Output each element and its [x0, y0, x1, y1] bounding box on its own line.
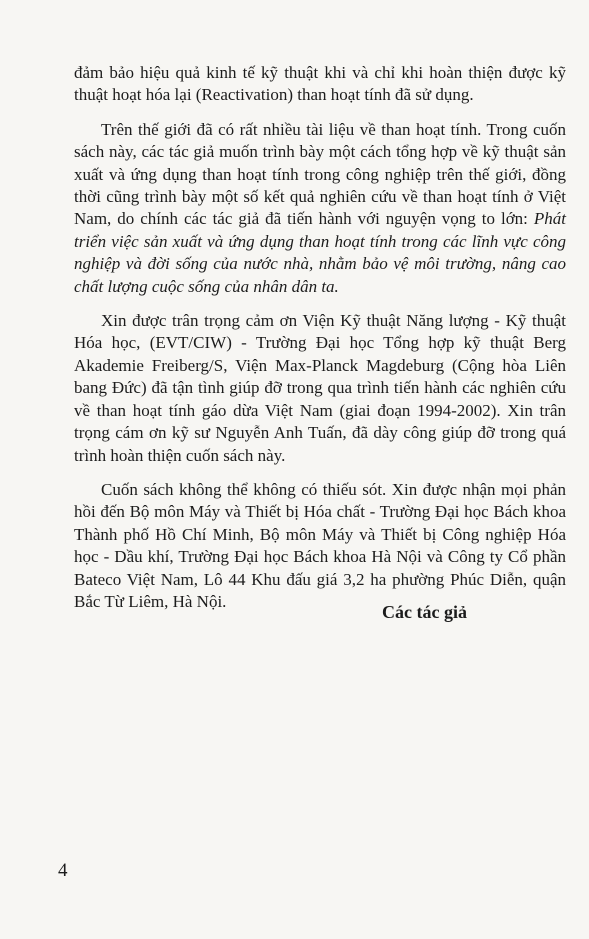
paragraph-2-text: Trên thế giới đã có rất nhiều tài liệu về than hoạt tính. Trong cuốn sách này, các tác giả muốn trình bày một cách tổng hợp về kỹ thuật sản xuất và ứng dụng than hoạt tính trong công nghiệp trên thế giới, đồng thời cũng trình bày một số kết quả nghiên cứu về than hoạt tính ở Việt Nam, do chính các tác giả đã tiến hành với nguyện vọng to lớn: [74, 119, 566, 229]
paragraph-3-text: Xin được trân trọng cảm ơn Viện Kỹ thuật Năng lượng - Kỹ thuật Hóa học, (EVT/CIW) - Trường Đại học Tổng hợp kỹ thuật Berg Akademie Freiberg/S, Viện Max-Planck Magdeburg (Cộng hòa Liên bang Đức) đã tận tình giúp đỡ trong qua trình tiến hành các nghiên cứu về than hoạt tính gáo dừa Việt Nam (giai đoạn 1994-2002). Xin trân trọng cám ơn kỹ sư Nguyễn Anh Tuấn, đã dày công giúp đỡ trong quá trình hoàn thiện cuốn sách này. [74, 311, 566, 465]
paragraph-2 [74, 119, 566, 298]
page-number: 4 [58, 860, 68, 881]
authors-signature: Các tác giả [382, 602, 467, 622]
paragraph-4-text: Cuốn sách không thể không có thiếu sót. Xin được nhận mọi phản hồi đến Bộ môn Máy và Thiết bị Hóa chất - Trường Đại học Bách khoa Thành phố Hồ Chí Minh, Bộ môn Máy và Thiết bị Công nghiệp Hóa học - Dầu khí, Trường Đại học Bách khoa Hà Nội và Công ty Cổ phần Bateco Việt Nam, Lô 44 Khu đấu giá 3,2 ha phường Phúc Diễn, quận Bắc Từ Liêm, Hà Nội. [74, 479, 566, 611]
paragraph-3 [74, 310, 566, 467]
paragraph-1-text: đảm bảo hiệu quả kinh tế kỹ thuật khi và chỉ khi hoàn thiện được kỹ thuật hoạt hóa lại (Reactivation) than hoạt tính đã sử dụng. [74, 63, 566, 105]
paragraph-1 [74, 62, 566, 107]
paragraph-4 [74, 479, 566, 613]
body-text [74, 62, 566, 625]
paragraph-2-italic-text: Phát triển việc sản xuất và ứng dụng than hoạt tính trong các lĩnh vực công nghiệp và đời sống của nước nhà, nhằm bảo vệ môi trường, nâng cao chất lượng cuộc sống của nhân dân ta. [74, 209, 566, 296]
